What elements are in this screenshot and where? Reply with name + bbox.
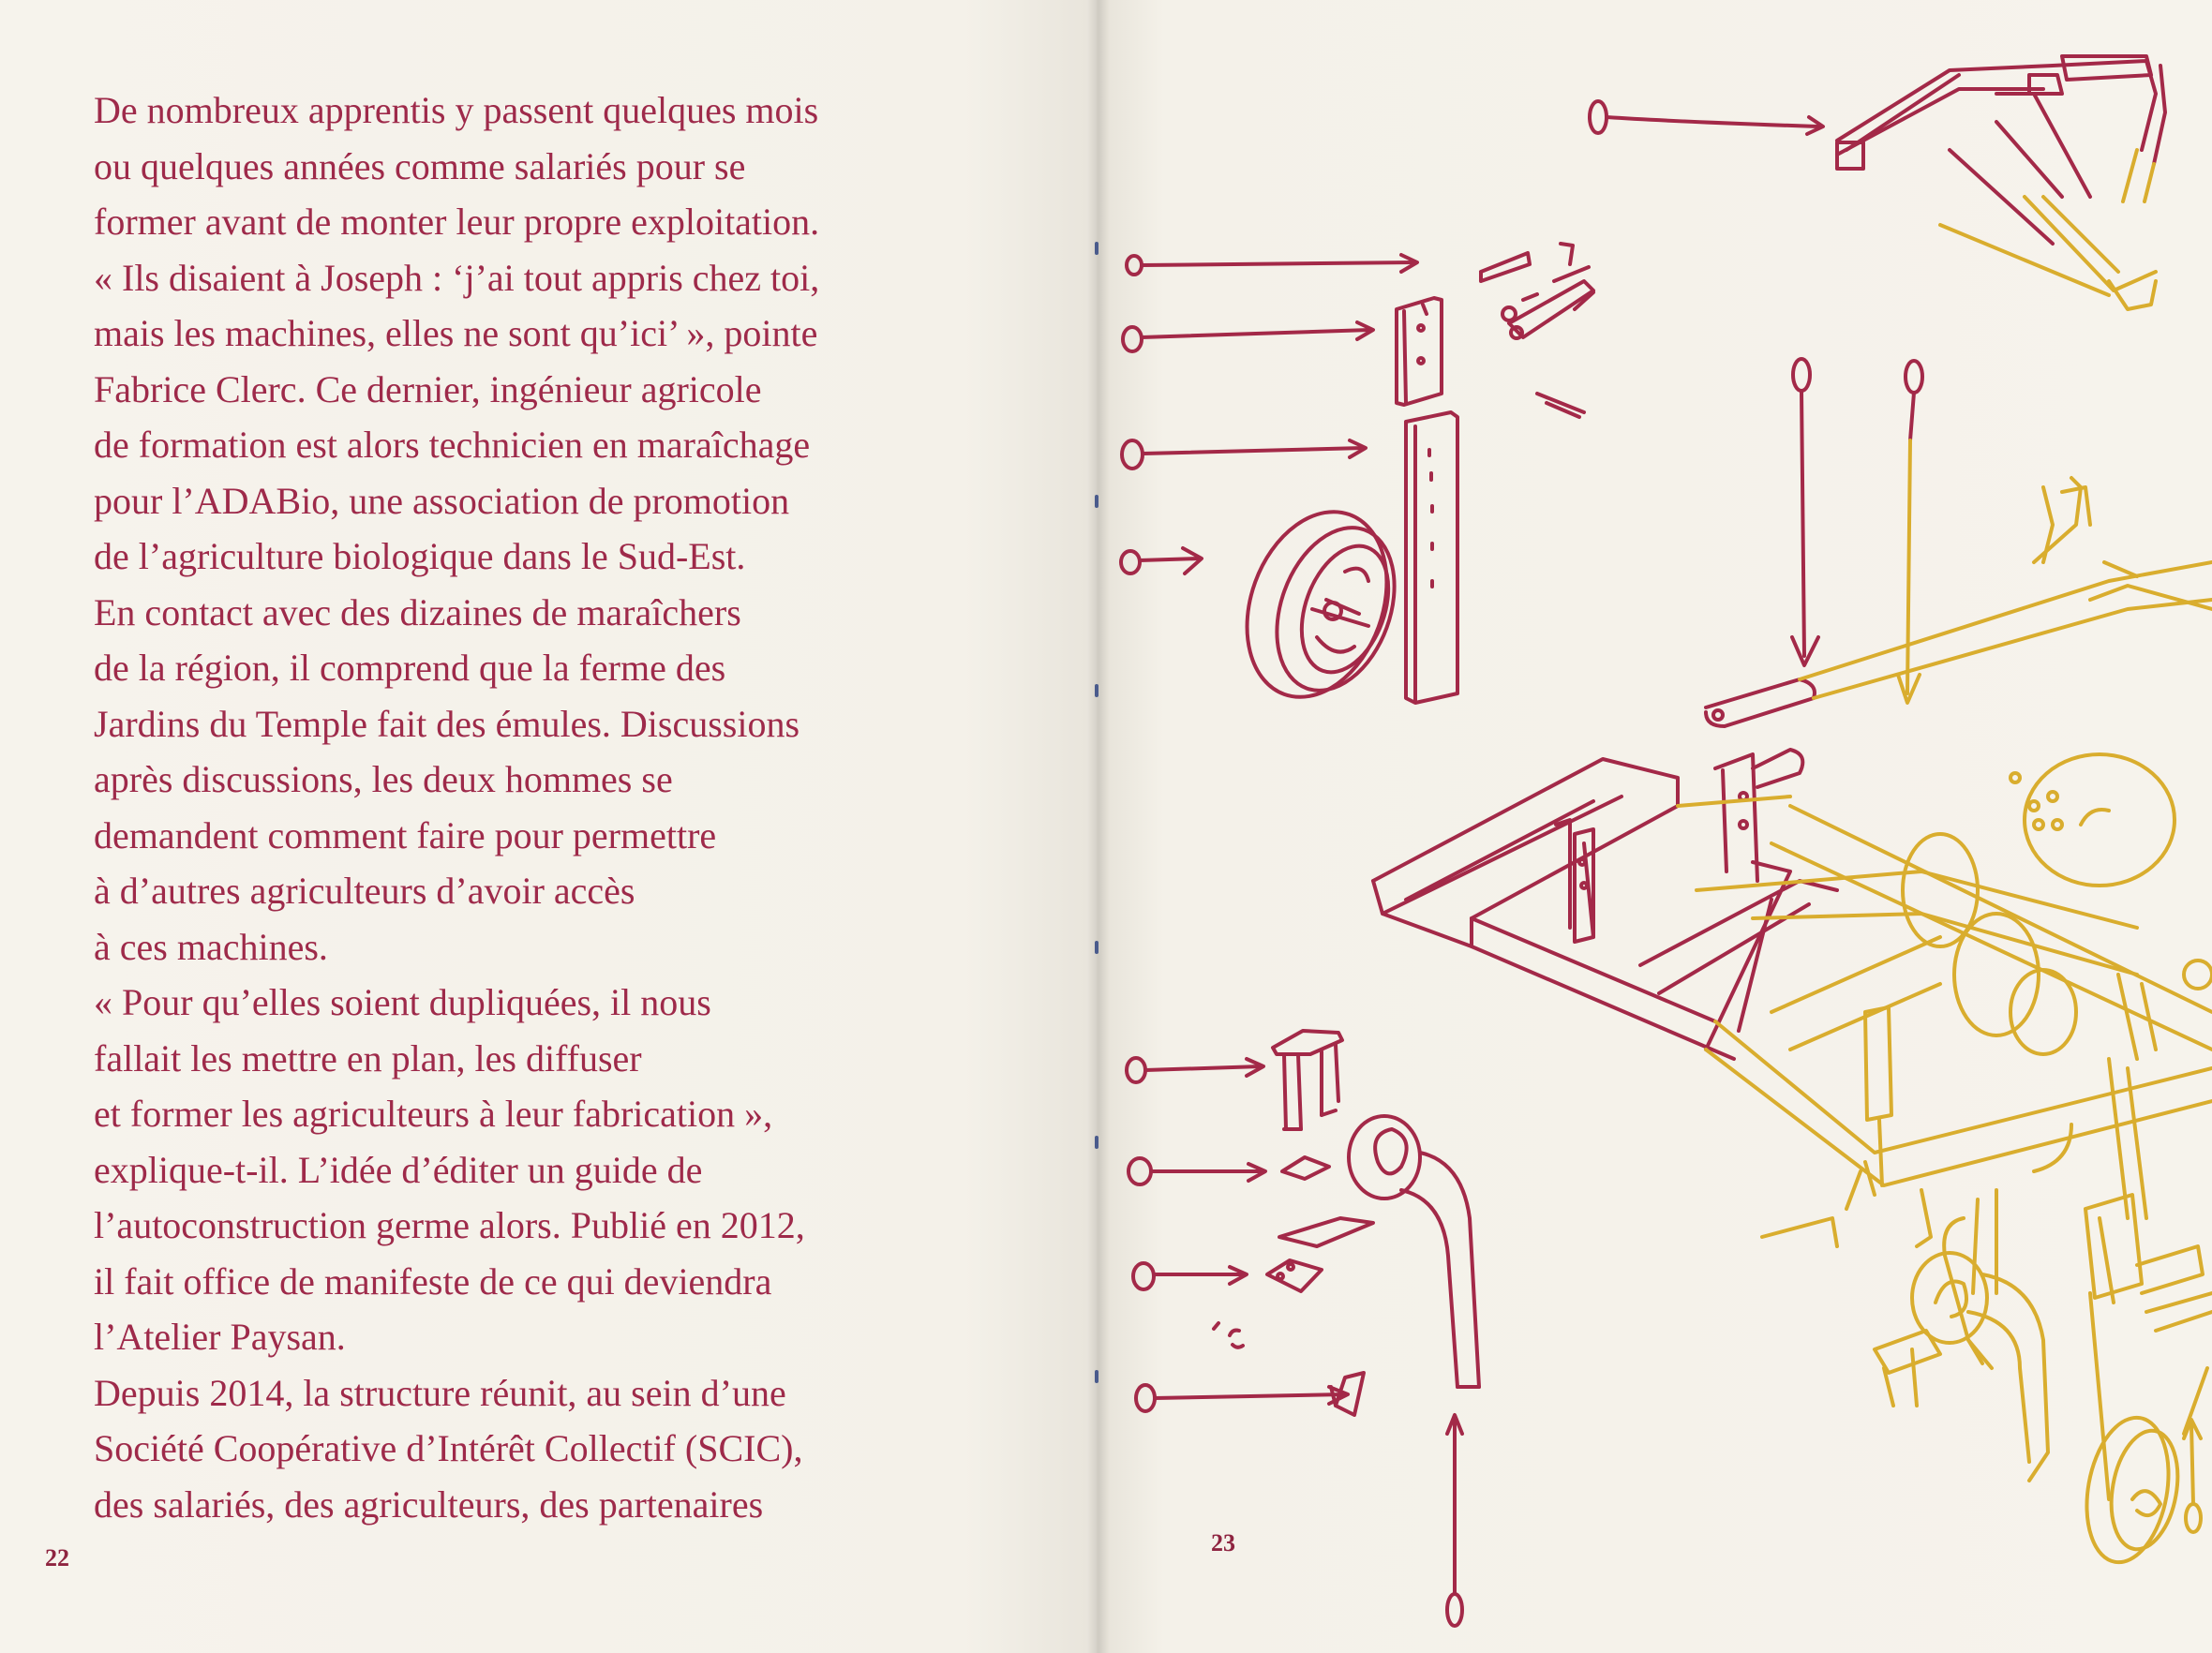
text-line: à ces machines. bbox=[94, 925, 328, 968]
text-line: et former les agriculteurs à leur fabrication », bbox=[94, 1093, 773, 1135]
text-line: de formation est alors technicien en maraîchage bbox=[94, 424, 811, 466]
text-line: à d’autres agriculteurs d’avoir accès bbox=[94, 870, 635, 912]
hitch-assembly-drawing bbox=[1590, 56, 2165, 244]
text-line: demandent comment faire pour permettre bbox=[94, 813, 717, 856]
text-line: de l’agriculture biologique dans le Sud-Est. bbox=[94, 535, 746, 577]
bolt-parts bbox=[1481, 244, 1593, 417]
text-line: ou quelques années comme salariés pour se bbox=[94, 144, 746, 187]
text-line: après discussions, les deux hommes se bbox=[94, 758, 673, 800]
page-number-left: 22 bbox=[45, 1544, 69, 1571]
machine-illustration bbox=[1097, 0, 2212, 1653]
text-line: former avant de monter leur propre exploitation. bbox=[94, 201, 820, 243]
text-line: pour l’ADABio, une association de promotion bbox=[94, 479, 790, 522]
vertical-post bbox=[1397, 298, 1457, 703]
parts-arrows-bottom bbox=[1127, 1058, 1348, 1411]
text-line: de la région, il comprend que la ferme des bbox=[94, 647, 726, 689]
frame-drawing-red bbox=[1373, 359, 1922, 1059]
text-line: il fait office de manifeste de ce qui deviendra bbox=[94, 1259, 772, 1303]
text-line: « Pour qu’elles soient dupliquées, il nous bbox=[94, 981, 711, 1023]
hitch-assembly-yellow bbox=[1940, 150, 2156, 309]
page-number-right: 23 bbox=[1211, 1529, 1235, 1556]
body-text bbox=[94, 82, 1031, 1532]
text-line: l’autoconstruction germe alors. Publié en 2012, bbox=[94, 1204, 805, 1246]
text-line: En contact avec des dizaines de maraîchers bbox=[94, 590, 741, 633]
text-line: Jardins du Temple fait des émules. Discussions bbox=[94, 702, 800, 745]
text-line: explique-t-il. L’idée d’éditer un guide de bbox=[94, 1148, 703, 1191]
left-page bbox=[0, 0, 1097, 1653]
text-line: « Ils disaient à Joseph : ‘j’ai tout appris chez toi, bbox=[94, 256, 820, 299]
parts-arrows-top bbox=[1121, 255, 1417, 573]
text-line: Société Coopérative d’Intérêt Collectif (SCIC), bbox=[94, 1427, 803, 1469]
tines-and-wheel-yellow bbox=[1875, 1059, 2212, 1569]
text-line: Depuis 2014, la structure réunit, au sein d’une bbox=[94, 1371, 786, 1414]
text-line: De nombreux apprentis y passent quelques mois bbox=[94, 89, 819, 131]
text-line: mais les machines, elles ne sont qu’ici’ », pointe bbox=[94, 312, 818, 354]
tine-parts bbox=[1214, 1031, 1479, 1626]
text-line: des salariés, des agriculteurs, des partenaires bbox=[94, 1482, 764, 1526]
text-line: l’Atelier Paysan. bbox=[94, 1316, 346, 1358]
gauge-wheel bbox=[1222, 492, 1415, 717]
text-line: fallait les mettre en plan, les diffuser bbox=[94, 1036, 642, 1080]
text-line: Fabrice Clerc. Ce dernier, ingénieur agricole bbox=[94, 367, 762, 410]
